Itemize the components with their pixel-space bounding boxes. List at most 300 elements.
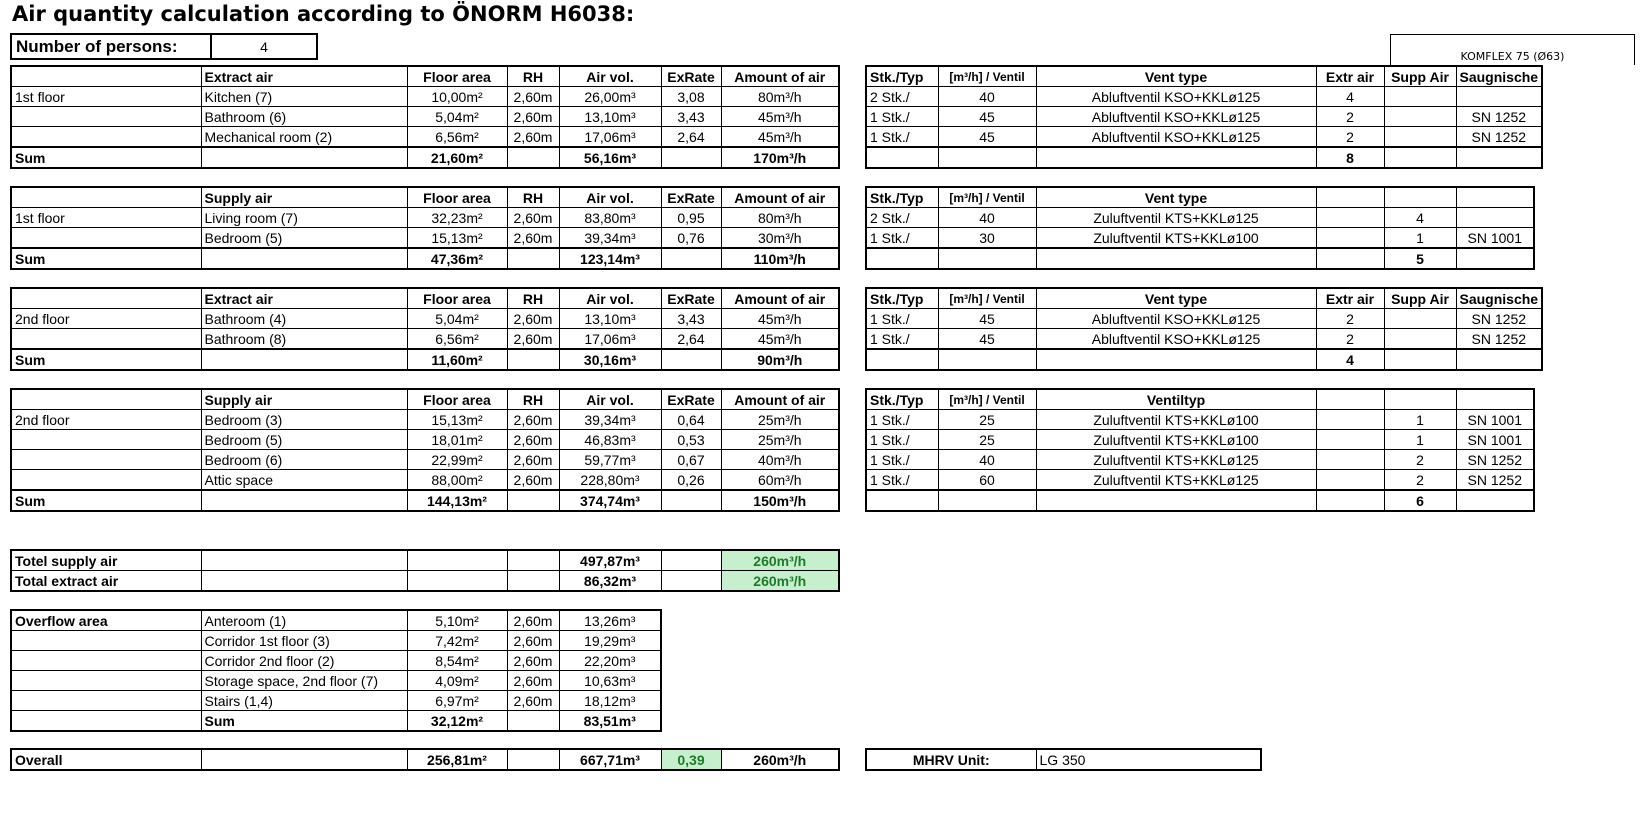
saug-cell[interactable]: SN 1001	[1456, 228, 1534, 249]
overall-table	[10, 748, 840, 771]
section-table-right	[865, 65, 1543, 169]
m3h-cell[interactable]: 40	[938, 208, 1036, 228]
sum-supp: 6	[1384, 490, 1456, 511]
floor-area-cell[interactable]: 10,00m²	[407, 87, 507, 107]
persons-value[interactable]: 4	[211, 34, 317, 59]
sum-blank	[201, 349, 407, 370]
extr-cell[interactable]	[1316, 208, 1384, 228]
stk-cell[interactable]: 1 Stk./	[866, 470, 938, 491]
floor-area-cell[interactable]: 8,54m²	[407, 651, 507, 671]
air-vol-cell[interactable]: 17,06m³	[559, 127, 661, 148]
header-rh: RH	[507, 66, 559, 87]
amount-cell[interactable]: 25m³/h	[721, 430, 839, 450]
sum-row	[866, 349, 1542, 370]
sum-blank	[1036, 248, 1316, 269]
exrate-cell[interactable]: 0,26	[661, 470, 721, 491]
extr-cell[interactable]: 2	[1316, 107, 1384, 127]
komflex-label: KOMFLEX 75 (Ø63)	[1390, 34, 1635, 65]
floor-area-cell[interactable]: 6,56m²	[407, 127, 507, 148]
header-row	[11, 187, 839, 208]
rh-cell[interactable]: 2,60m	[507, 430, 559, 450]
floor-area-cell[interactable]: 88,00m²	[407, 470, 507, 491]
header-row	[11, 288, 839, 309]
sum-row	[11, 711, 661, 732]
rh-cell[interactable]: 2,60m	[507, 631, 559, 651]
saug-cell[interactable]: SN 1001	[1456, 430, 1534, 450]
header-extr: Extr air	[1316, 66, 1384, 87]
sum-blank	[661, 490, 721, 511]
vent-type-cell[interactable]: Abluftventil KSO+KKLø125	[1036, 309, 1316, 329]
sum-blank	[507, 349, 559, 370]
saug-cell[interactable]: SN 1001	[1456, 410, 1534, 430]
floor-area-cell[interactable]: 22,99m²	[407, 450, 507, 470]
header-saug	[1456, 389, 1534, 410]
amount-cell[interactable]: 45m³/h	[721, 107, 839, 127]
sum-label: Sum	[11, 490, 201, 511]
header-kind: Supply air	[201, 389, 407, 410]
m3h-cell[interactable]: 45	[938, 107, 1036, 127]
table-row	[11, 127, 839, 148]
rh-cell[interactable]: 2,60m	[507, 329, 559, 350]
overall-exrate: 0,39	[661, 749, 721, 770]
exrate-cell[interactable]: 0,53	[661, 430, 721, 450]
blank	[201, 550, 407, 571]
sum-area: 47,36m²	[407, 248, 507, 269]
sum-area: 21,60m²	[407, 147, 507, 168]
air-vol-cell[interactable]: 10,63m³	[559, 671, 661, 691]
saug-cell[interactable]: SN 1252	[1456, 309, 1542, 329]
header-floor-area: Floor area	[407, 66, 507, 87]
rh-cell[interactable]: 2,60m	[507, 107, 559, 127]
totals-table	[10, 549, 840, 592]
total-vol: 497,87m³	[559, 550, 661, 571]
air-vol-cell[interactable]: 18,12m³	[559, 691, 661, 711]
header-stk: Stk./Typ	[866, 66, 938, 87]
sum-area: 144,13m²	[407, 490, 507, 511]
floor-label	[11, 107, 201, 127]
room-name[interactable]: Living room (7)	[201, 208, 407, 228]
m3h-cell[interactable]: 40	[938, 87, 1036, 107]
supp-cell[interactable]	[1384, 127, 1456, 148]
vent-type-cell[interactable]: Abluftventil KSO+KKLø125	[1036, 87, 1316, 107]
sum-extr: 4	[1316, 349, 1384, 370]
air-vol-cell[interactable]: 59,77m³	[559, 450, 661, 470]
table-row	[866, 309, 1542, 329]
blank	[661, 571, 721, 592]
header-blank	[11, 288, 201, 309]
m3h-cell[interactable]: 45	[938, 329, 1036, 350]
sum-blank	[661, 349, 721, 370]
rh-cell[interactable]: 2,60m	[507, 691, 559, 711]
blank	[201, 749, 407, 770]
header-stk: Stk./Typ	[866, 288, 938, 309]
floor-label	[11, 430, 201, 450]
stk-cell[interactable]: 2 Stk./	[866, 87, 938, 107]
amount-cell[interactable]: 40m³/h	[721, 450, 839, 470]
rh-cell[interactable]: 2,60m	[507, 651, 559, 671]
exrate-cell[interactable]: 2,64	[661, 127, 721, 148]
amount-cell[interactable]: 30m³/h	[721, 228, 839, 249]
rh-cell[interactable]: 2,60m	[507, 470, 559, 491]
header-exrate: ExRate	[661, 288, 721, 309]
sum-row	[11, 248, 839, 269]
sum-blank	[661, 147, 721, 168]
table-row	[11, 309, 839, 329]
table-row	[11, 208, 839, 228]
room-name[interactable]: Storage space, 2nd floor (7)	[201, 671, 407, 691]
stk-cell[interactable]: 1 Stk./	[866, 127, 938, 148]
exrate-cell[interactable]: 2,64	[661, 329, 721, 350]
room-name[interactable]: Anteroom (1)	[201, 610, 407, 631]
sum-extr	[1316, 490, 1384, 511]
table-row	[866, 107, 1542, 127]
vent-type-cell[interactable]: Zuluftventil KTS+KKLø100	[1036, 430, 1316, 450]
total-row	[11, 571, 839, 592]
vent-type-cell[interactable]: Zuluftventil KTS+KKLø100	[1036, 228, 1316, 249]
m3h-cell[interactable]: 25	[938, 430, 1036, 450]
header-floor-area: Floor area	[407, 187, 507, 208]
supp-cell[interactable]: 1	[1384, 430, 1456, 450]
supp-cell[interactable]	[1384, 309, 1456, 329]
sum-blank	[1036, 349, 1316, 370]
table-row	[866, 208, 1534, 228]
stk-cell[interactable]: 1 Stk./	[866, 309, 938, 329]
floor-area-cell[interactable]: 6,97m²	[407, 691, 507, 711]
sum-blank	[1036, 490, 1316, 511]
sum-blank	[507, 147, 559, 168]
amount-cell[interactable]: 25m³/h	[721, 410, 839, 430]
header-floor-area: Floor area	[407, 389, 507, 410]
room-name[interactable]: Mechanical room (2)	[201, 127, 407, 148]
header-supp: Supp Air	[1384, 66, 1456, 87]
rh-cell[interactable]: 2,60m	[507, 610, 559, 631]
extr-cell[interactable]: 4	[1316, 87, 1384, 107]
room-name[interactable]: Attic space	[201, 470, 407, 491]
vent-type-cell[interactable]: Zuluftventil KTS+KKLø125	[1036, 470, 1316, 491]
rh-cell[interactable]: 2,60m	[507, 228, 559, 249]
extr-cell[interactable]: 2	[1316, 127, 1384, 148]
extr-cell[interactable]: 2	[1316, 329, 1384, 350]
mhrv-value[interactable]: LG 350	[1036, 749, 1261, 770]
header-amount: Amount of air	[721, 288, 839, 309]
m3h-cell[interactable]: 30	[938, 228, 1036, 249]
persons-table	[10, 33, 318, 60]
overall-row	[11, 749, 839, 770]
stk-cell[interactable]: 2 Stk./	[866, 208, 938, 228]
header-air-vol: Air vol.	[559, 389, 661, 410]
extr-cell[interactable]	[1316, 430, 1384, 450]
exrate-cell[interactable]: 0,95	[661, 208, 721, 228]
persons-label: Number of persons:	[11, 34, 211, 59]
m3h-cell[interactable]: 45	[938, 127, 1036, 148]
header-m3h: [m³/h] / Ventil	[938, 389, 1036, 410]
overall-amount: 260m³/h	[721, 749, 839, 770]
table-row	[866, 450, 1534, 470]
vent-type-cell[interactable]: Zuluftventil KTS+KKLø100	[1036, 410, 1316, 430]
air-vol-cell[interactable]: 228,80m³	[559, 470, 661, 491]
rh-cell[interactable]: 2,60m	[507, 450, 559, 470]
vent-type-cell[interactable]: Zuluftventil KTS+KKLø125	[1036, 208, 1316, 228]
floor-label	[11, 470, 201, 491]
air-vol-cell[interactable]: 26,00m³	[559, 87, 661, 107]
vent-type-cell[interactable]: Zuluftventil KTS+KKLø125	[1036, 450, 1316, 470]
rh-cell[interactable]: 2,60m	[507, 410, 559, 430]
table-row	[11, 470, 839, 491]
rh-cell[interactable]: 2,60m	[507, 671, 559, 691]
floor-area-cell[interactable]: 4,09m²	[407, 671, 507, 691]
sum-row	[11, 349, 839, 370]
rh-cell[interactable]: 2,60m	[507, 87, 559, 107]
floor-label	[11, 329, 201, 350]
saug-cell[interactable]: SN 1252	[1456, 127, 1542, 148]
header-supp: Supp Air	[1384, 288, 1456, 309]
air-vol-cell[interactable]: 46,83m³	[559, 430, 661, 450]
rh-cell[interactable]: 2,60m	[507, 208, 559, 228]
table-row	[11, 329, 839, 350]
stk-cell[interactable]: 1 Stk./	[866, 228, 938, 249]
header-blank	[11, 66, 201, 87]
header-amount: Amount of air	[721, 389, 839, 410]
section-table-right	[865, 186, 1535, 270]
overflow-label	[11, 631, 201, 651]
table-row	[866, 410, 1534, 430]
header-vent-type: Vent type	[1036, 187, 1316, 208]
air-vol-cell[interactable]: 39,34m³	[559, 228, 661, 249]
table-row	[11, 610, 661, 631]
floor-label	[11, 450, 201, 470]
air-vol-cell[interactable]: 22,20m³	[559, 651, 661, 671]
header-saug	[1456, 187, 1534, 208]
exrate-cell[interactable]: 0,64	[661, 410, 721, 430]
air-vol-cell[interactable]: 39,34m³	[559, 410, 661, 430]
room-name[interactable]: Bathroom (6)	[201, 107, 407, 127]
air-vol-cell[interactable]: 17,06m³	[559, 329, 661, 350]
overall-vol: 667,71m³	[559, 749, 661, 770]
m3h-cell[interactable]: 60	[938, 470, 1036, 491]
header-m3h: [m³/h] / Ventil	[938, 288, 1036, 309]
amount-cell[interactable]: 80m³/h	[721, 87, 839, 107]
sum-blank	[201, 248, 407, 269]
header-rh: RH	[507, 389, 559, 410]
table-row	[11, 450, 839, 470]
table-row	[866, 329, 1542, 350]
saug-cell[interactable]	[1456, 208, 1534, 228]
page-title: Air quantity calculation according to ÖNORM H6038:	[12, 2, 635, 26]
header-stk: Stk./Typ	[866, 187, 938, 208]
extr-cell[interactable]	[1316, 410, 1384, 430]
extr-cell[interactable]	[1316, 450, 1384, 470]
table-row	[11, 651, 661, 671]
exrate-cell[interactable]: 3,08	[661, 87, 721, 107]
header-row	[866, 389, 1534, 410]
total-vol: 86,32m³	[559, 571, 661, 592]
sum-label: Sum	[11, 248, 201, 269]
sum-label: Sum	[11, 147, 201, 168]
amount-cell[interactable]: 60m³/h	[721, 470, 839, 491]
extr-cell[interactable]	[1316, 470, 1384, 491]
sum-blank	[201, 490, 407, 511]
sum-amount: 90m³/h	[721, 349, 839, 370]
floor-area-cell[interactable]: 32,23m²	[407, 208, 507, 228]
header-blank	[11, 187, 201, 208]
sum-supp: 5	[1384, 248, 1456, 269]
m3h-cell[interactable]: 45	[938, 309, 1036, 329]
header-supp	[1384, 187, 1456, 208]
saug-cell[interactable]: SN 1252	[1456, 470, 1534, 491]
sum-row	[11, 490, 839, 511]
floor-area-cell[interactable]: 5,10m²	[407, 610, 507, 631]
sum-amount: 170m³/h	[721, 147, 839, 168]
supp-cell[interactable]: 2	[1384, 450, 1456, 470]
overflow-label	[11, 671, 201, 691]
floor-area-cell[interactable]: 15,13m²	[407, 228, 507, 249]
floor-area-cell[interactable]: 7,42m²	[407, 631, 507, 651]
floor-label: 2nd floor	[11, 410, 201, 430]
air-vol-cell[interactable]: 19,29m³	[559, 631, 661, 651]
stk-cell[interactable]: 1 Stk./	[866, 430, 938, 450]
saug-cell[interactable]: SN 1252	[1456, 450, 1534, 470]
air-vol-cell[interactable]: 83,80m³	[559, 208, 661, 228]
rh-cell[interactable]: 2,60m	[507, 127, 559, 148]
air-vol-cell[interactable]: 13,26m³	[559, 610, 661, 631]
floor-label: 1st floor	[11, 87, 201, 107]
supp-cell[interactable]: 4	[1384, 208, 1456, 228]
header-vent-type: Vent type	[1036, 66, 1316, 87]
room-name[interactable]: Bathroom (8)	[201, 329, 407, 350]
sum-blank	[661, 248, 721, 269]
supp-cell[interactable]: 2	[1384, 470, 1456, 491]
table-row	[866, 470, 1534, 491]
sum-label: Sum	[201, 711, 407, 732]
table-row	[11, 228, 839, 249]
header-saug: Saugnische	[1456, 66, 1542, 87]
rh-cell[interactable]: 2,60m	[507, 309, 559, 329]
saug-cell[interactable]	[1456, 87, 1542, 107]
air-vol-cell[interactable]: 13,10m³	[559, 107, 661, 127]
mhrv-label: MHRV Unit:	[866, 749, 1036, 770]
table-row	[866, 430, 1534, 450]
sum-blank	[201, 147, 407, 168]
sum-amount: 110m³/h	[721, 248, 839, 269]
exrate-cell[interactable]: 3,43	[661, 107, 721, 127]
overflow-label	[11, 651, 201, 671]
exrate-cell[interactable]: 0,76	[661, 228, 721, 249]
vent-type-cell[interactable]: Abluftventil KSO+KKLø125	[1036, 107, 1316, 127]
table-row	[11, 691, 661, 711]
header-amount: Amount of air	[721, 187, 839, 208]
amount-cell[interactable]: 45m³/h	[721, 127, 839, 148]
floor-area-cell[interactable]: 5,04m²	[407, 107, 507, 127]
vent-type-cell[interactable]: Abluftventil KSO+KKLø125	[1036, 329, 1316, 350]
sum-supp	[1384, 349, 1456, 370]
stk-cell[interactable]: 1 Stk./	[866, 410, 938, 430]
section-table-left	[10, 186, 840, 270]
stk-cell[interactable]: 1 Stk./	[866, 450, 938, 470]
sum-vol: 56,16m³	[559, 147, 661, 168]
stk-cell[interactable]: 1 Stk./	[866, 107, 938, 127]
supp-cell[interactable]	[1384, 87, 1456, 107]
saug-cell[interactable]: SN 1252	[1456, 329, 1542, 350]
sum-blank	[938, 490, 1036, 511]
header-air-vol: Air vol.	[559, 288, 661, 309]
room-name[interactable]: Corridor 1st floor (3)	[201, 631, 407, 651]
supp-cell[interactable]	[1384, 329, 1456, 350]
air-vol-cell[interactable]: 13,10m³	[559, 309, 661, 329]
sum-blank	[1036, 147, 1316, 168]
blank	[407, 571, 507, 592]
m3h-cell[interactable]: 25	[938, 410, 1036, 430]
sum-blank	[866, 147, 938, 168]
floor-label: 2nd floor	[11, 309, 201, 329]
stk-cell[interactable]: 1 Stk./	[866, 329, 938, 350]
amount-cell[interactable]: 45m³/h	[721, 329, 839, 350]
blank	[661, 550, 721, 571]
sum-vol: 30,16m³	[559, 349, 661, 370]
room-name[interactable]: Corridor 2nd floor (2)	[201, 651, 407, 671]
sum-blank	[1456, 147, 1542, 168]
sum-amount: 150m³/h	[721, 490, 839, 511]
header-saug: Saugnische	[1456, 288, 1542, 309]
saug-cell[interactable]: SN 1252	[1456, 107, 1542, 127]
table-row	[11, 87, 839, 107]
room-name[interactable]: Bedroom (5)	[201, 228, 407, 249]
extr-cell[interactable]: 2	[1316, 309, 1384, 329]
supp-cell[interactable]: 1	[1384, 228, 1456, 249]
m3h-cell[interactable]: 40	[938, 450, 1036, 470]
blank	[507, 711, 559, 732]
total-row	[11, 550, 839, 571]
room-name[interactable]: Bedroom (6)	[201, 450, 407, 470]
table-row	[866, 228, 1534, 249]
blank	[11, 711, 201, 732]
header-row	[866, 288, 1542, 309]
floor-area-cell[interactable]: 18,01m²	[407, 430, 507, 450]
floor-area-cell[interactable]: 5,04m²	[407, 309, 507, 329]
room-name[interactable]: Kitchen (7)	[201, 87, 407, 107]
amount-cell[interactable]: 45m³/h	[721, 309, 839, 329]
sum-blank	[507, 248, 559, 269]
sum-area: 32,12m²	[407, 711, 507, 732]
floor-area-cell[interactable]: 6,56m²	[407, 329, 507, 350]
room-name[interactable]: Bedroom (3)	[201, 410, 407, 430]
header-amount: Amount of air	[721, 66, 839, 87]
vent-type-cell[interactable]: Abluftventil KSO+KKLø125	[1036, 127, 1316, 148]
header-row	[866, 66, 1542, 87]
header-vent-type: Ventiltyp	[1036, 389, 1316, 410]
header-air-vol: Air vol.	[559, 66, 661, 87]
exrate-cell[interactable]: 0,67	[661, 450, 721, 470]
overall-area: 256,81m²	[407, 749, 507, 770]
total-label: Total extract air	[11, 571, 201, 592]
room-name[interactable]: Bathroom (4)	[201, 309, 407, 329]
extr-cell[interactable]	[1316, 228, 1384, 249]
header-rh: RH	[507, 187, 559, 208]
room-name[interactable]: Bedroom (5)	[201, 430, 407, 450]
header-exrate: ExRate	[661, 187, 721, 208]
room-name[interactable]: Stairs (1,4)	[201, 691, 407, 711]
exrate-cell[interactable]: 3,43	[661, 309, 721, 329]
overall-label: Overall	[11, 749, 201, 770]
supp-cell[interactable]	[1384, 107, 1456, 127]
total-amount: 260m³/h	[721, 550, 839, 571]
floor-area-cell[interactable]: 15,13m²	[407, 410, 507, 430]
table-row	[866, 127, 1542, 148]
sum-blank	[866, 349, 938, 370]
header-row	[866, 187, 1534, 208]
sum-blank	[938, 147, 1036, 168]
supp-cell[interactable]: 1	[1384, 410, 1456, 430]
amount-cell[interactable]: 80m³/h	[721, 208, 839, 228]
